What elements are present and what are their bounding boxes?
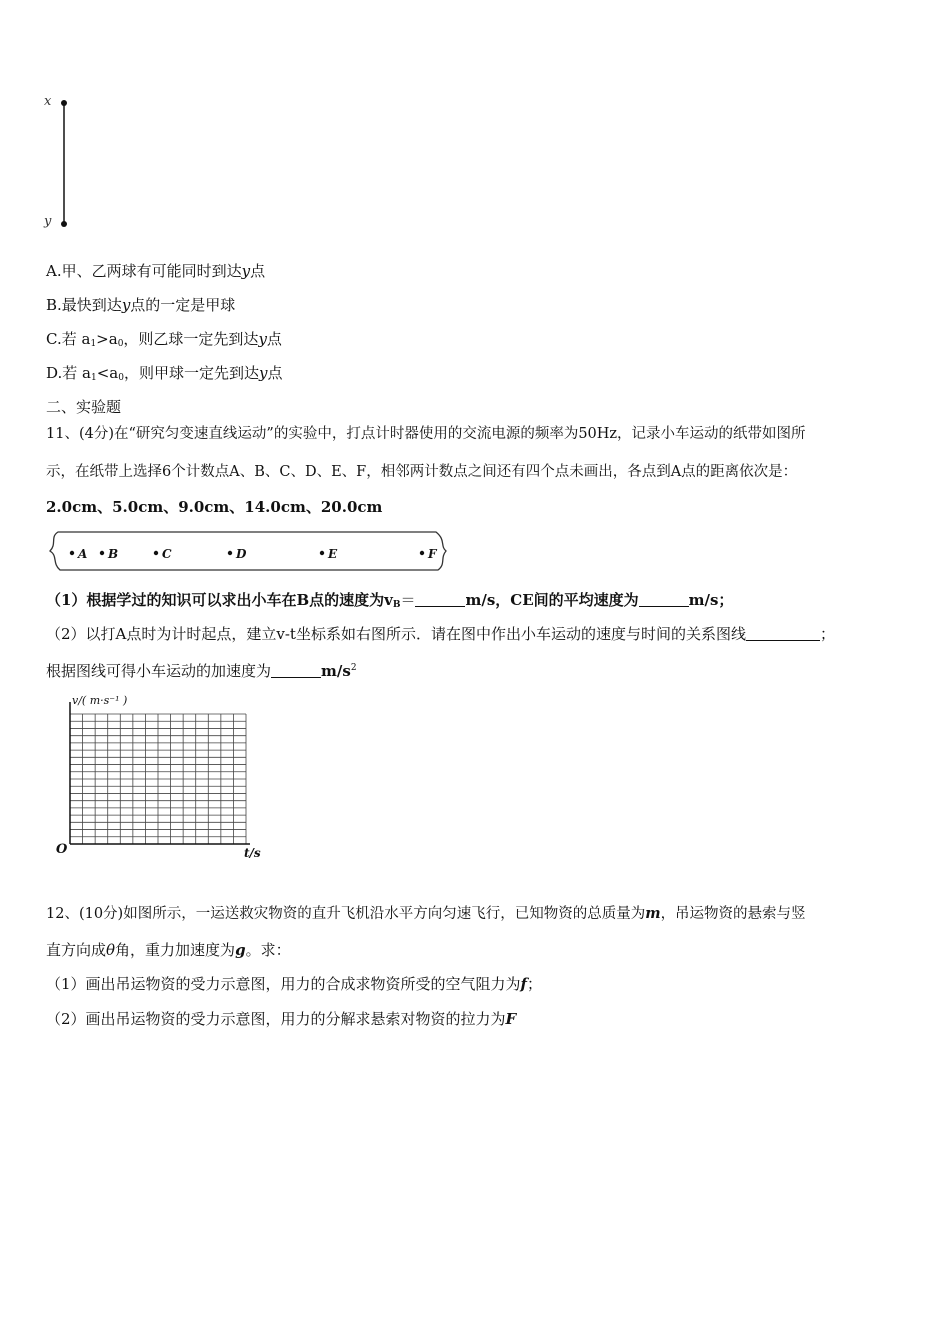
tape-dot-f — [420, 551, 424, 555]
graph-y-label: v/( m·s⁻¹ ) — [72, 694, 128, 707]
option-c: C.若 $a_1>a_0$，则乙球一定先到达y点 — [46, 330, 282, 349]
graph-x-label: t/s — [244, 846, 261, 860]
paper-tape — [44, 528, 454, 574]
option-b: B.最快到达y点的一定是甲球 — [46, 296, 236, 314]
q11-line1: 11、(4分)在“研究匀变速直线运动”的实验中，打点计时器使用的交流电源的频率为50Hz，记录小车运动的纸带如图所 — [46, 426, 806, 442]
answer-blank-acceleration[interactable] — [271, 663, 321, 678]
point-x-label: x — [44, 94, 52, 109]
tape-label-e: E — [328, 547, 338, 561]
section-heading: 二、实验题 — [46, 398, 122, 416]
answer-blank-ce-speed[interactable] — [639, 592, 689, 607]
q12-part1: （1）画出吊运物资的受力示意图，用力的合成求物资所受的空气阻力为f； — [46, 975, 543, 993]
q11-distances: 2.0cm、5.0cm、9.0cm、14.0cm、20.0cm — [46, 498, 383, 516]
q11-line2: 示，在纸带上选择6个计数点A、B、C、D、E、F，相邻两计数点之间还有四个点未画出，各点到A点的距离依次是： — [46, 464, 798, 480]
q12-line2: 直方向成θ角，重力加速度为g。求： — [46, 941, 291, 959]
tape-dot-b — [100, 551, 104, 555]
answer-blank-graph[interactable] — [746, 626, 820, 641]
tape-label-d: D — [236, 547, 247, 561]
xy-figure — [40, 92, 80, 232]
q11-part1: （1）根据学过的知识可以求出小车在B点的速度为$v_B= m/s$，CE间的平均速度为 m/s； — [46, 591, 734, 610]
tape-label-b: B — [108, 547, 119, 561]
tape-dot-e — [320, 551, 324, 555]
tape-dot-c — [154, 551, 158, 555]
point-y-label: y — [44, 214, 52, 229]
tape-label-f: F — [428, 547, 437, 561]
tape-label-a: A — [78, 547, 88, 561]
tape-dot-d — [228, 551, 232, 555]
answer-blank-vb[interactable] — [415, 592, 465, 607]
xy-segment — [40, 92, 80, 232]
q12-part2: （2）画出吊运物资的受力示意图，用力的分解求悬索对物资的拉力为F — [46, 1010, 517, 1028]
vt-grid — [60, 700, 260, 860]
option-a: A.甲、乙两球有可能同时到达y点 — [46, 262, 266, 280]
q12-line1: 12、(10分)如图所示，一运送救灾物资的直升飞机沿水平方向匀速飞行，已知物资的总质量为m，吊运物资的悬索与竖 — [46, 905, 806, 922]
q11-part2: （2）以打A点时为计时起点，建立v-t坐标系如右图所示．请在图中作出小车运动的速度与时间的关系图线 ； — [46, 625, 835, 643]
tape-dot-a — [70, 551, 74, 555]
option-d: D.若 $a_1<a_0$，则甲球一定先到达y点 — [46, 364, 283, 383]
graph-origin-label: O — [56, 842, 68, 857]
tape-label-c: C — [162, 547, 172, 561]
q11-part2-line2: 根据图线可得小车运动的加速度为 $m/s^2$ — [46, 662, 357, 680]
